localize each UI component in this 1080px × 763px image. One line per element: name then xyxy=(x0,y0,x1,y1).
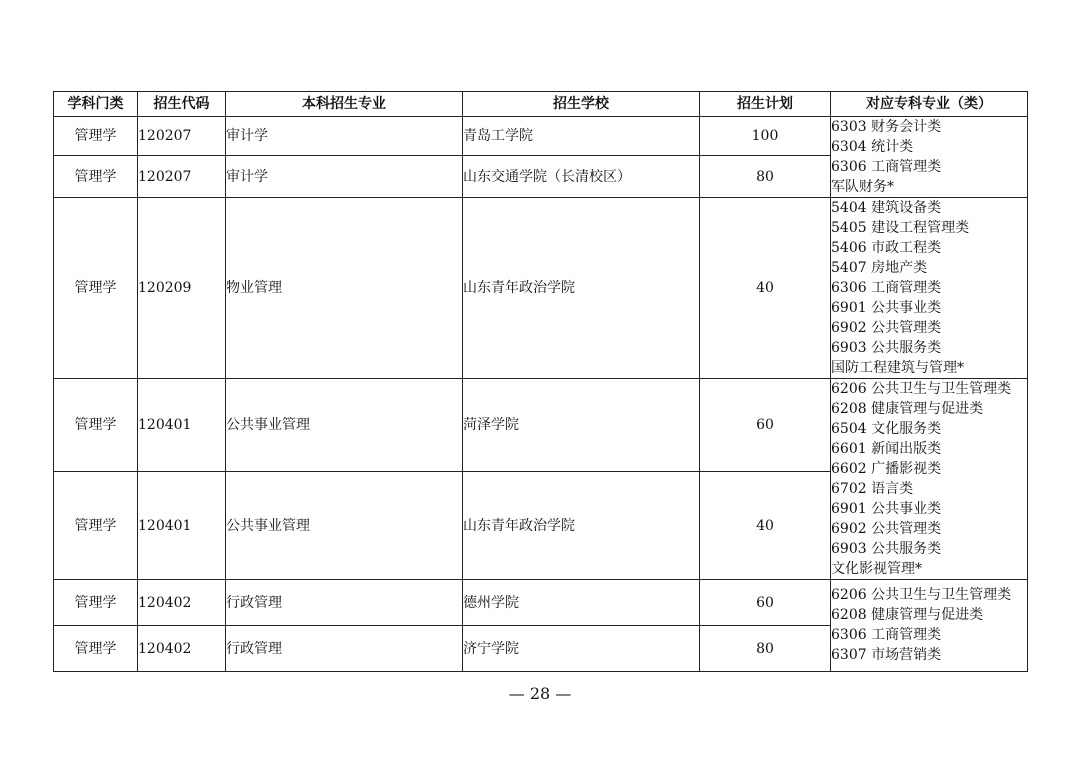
cell-code: 120401 xyxy=(138,472,226,580)
vocational-major: 6702 语言类 xyxy=(831,481,914,497)
cell-plan: 100 xyxy=(700,117,831,156)
vocational-major: 6601 新闻出版类 xyxy=(831,441,942,457)
cell-school: 菏泽学院 xyxy=(463,379,700,472)
page-number: — 28 — xyxy=(508,684,572,703)
cell-category: 管理学 xyxy=(54,580,138,626)
header-major: 本科招生专业 xyxy=(226,92,463,117)
vocational-major: 军队财务* xyxy=(831,179,894,195)
cell-major: 物业管理 xyxy=(226,198,463,379)
cell-plan: 80 xyxy=(700,156,831,198)
cell-code: 120207 xyxy=(138,117,226,156)
cell-category: 管理学 xyxy=(54,626,138,672)
header-plan: 招生计划 xyxy=(700,92,831,117)
table-header-row xyxy=(54,92,1028,117)
cell-code: 120402 xyxy=(138,580,226,626)
vocational-major: 5404 建筑设备类 xyxy=(831,200,942,216)
cell-plan: 80 xyxy=(700,626,831,672)
vocational-major: 6902 公共管理类 xyxy=(831,521,942,537)
vocational-major: 6306 工商管理类 xyxy=(831,627,942,643)
cell-code: 120402 xyxy=(138,626,226,672)
cell-plan: 40 xyxy=(700,198,831,379)
vocational-major: 6901 公共事业类 xyxy=(831,300,942,316)
table-row xyxy=(54,117,1028,156)
vocational-major: 6304 统计类 xyxy=(831,139,914,155)
cell-school: 济宁学院 xyxy=(463,626,700,672)
cell-school: 山东青年政治学院 xyxy=(463,472,700,580)
cell-category: 管理学 xyxy=(54,379,138,472)
vocational-major: 5405 建设工程管理类 xyxy=(831,220,970,236)
cell-school: 德州学院 xyxy=(463,580,700,626)
cell-vocational-majors xyxy=(831,198,1028,379)
cell-plan: 60 xyxy=(700,580,831,626)
cell-plan: 60 xyxy=(700,379,831,472)
vocational-major: 6208 健康管理与促进类 xyxy=(831,607,984,623)
cell-code: 120207 xyxy=(138,156,226,198)
cell-major: 审计学 xyxy=(226,156,463,198)
cell-category: 管理学 xyxy=(54,156,138,198)
cell-vocational-majors xyxy=(831,580,1028,672)
header-code: 招生代码 xyxy=(138,92,226,117)
table-row xyxy=(54,580,1028,626)
table-row xyxy=(54,379,1028,472)
vocational-major: 5407 房地产类 xyxy=(831,260,928,276)
vocational-major: 5406 市政工程类 xyxy=(831,240,942,256)
vocational-major: 6901 公共事业类 xyxy=(831,501,942,517)
cell-category: 管理学 xyxy=(54,472,138,580)
vocational-major: 6902 公共管理类 xyxy=(831,320,942,336)
vocational-major: 6206 公共卫生与卫生管理类 xyxy=(831,587,1012,603)
vocational-major: 6208 健康管理与促进类 xyxy=(831,401,984,417)
vocational-major: 6206 公共卫生与卫生管理类 xyxy=(831,381,1012,397)
cell-school: 山东青年政治学院 xyxy=(463,198,700,379)
cell-category: 管理学 xyxy=(54,117,138,156)
cell-code: 120209 xyxy=(138,198,226,379)
vocational-major: 6307 市场营销类 xyxy=(831,647,942,663)
cell-plan: 40 xyxy=(700,472,831,580)
cell-vocational-majors xyxy=(831,117,1028,198)
vocational-major: 6306 工商管理类 xyxy=(831,159,942,175)
cell-major: 公共事业管理 xyxy=(226,379,463,472)
header-school: 招生学校 xyxy=(463,92,700,117)
vocational-major: 6903 公共服务类 xyxy=(831,541,942,557)
vocational-major: 6303 财务会计类 xyxy=(831,119,942,135)
vocational-major: 6504 文化服务类 xyxy=(831,421,942,437)
cell-major: 审计学 xyxy=(226,117,463,156)
vocational-major: 6903 公共服务类 xyxy=(831,340,942,356)
cell-vocational-majors xyxy=(831,379,1028,580)
vocational-major: 文化影视管理* xyxy=(831,561,922,577)
cell-major: 行政管理 xyxy=(226,626,463,672)
cell-school: 山东交通学院（长清校区） xyxy=(463,156,700,198)
cell-school: 青岛工学院 xyxy=(463,117,700,156)
header-category: 学科门类 xyxy=(54,92,138,117)
vocational-major: 6306 工商管理类 xyxy=(831,280,942,296)
table-row xyxy=(54,198,1028,379)
cell-major: 公共事业管理 xyxy=(226,472,463,580)
header-vocational-majors: 对应专科专业（类） xyxy=(831,92,1028,117)
cell-code: 120401 xyxy=(138,379,226,472)
cell-major: 行政管理 xyxy=(226,580,463,626)
cell-category: 管理学 xyxy=(54,198,138,379)
vocational-major: 6602 广播影视类 xyxy=(831,461,942,477)
enrollment-table xyxy=(53,91,1028,672)
vocational-major: 国防工程建筑与管理* xyxy=(831,360,964,376)
